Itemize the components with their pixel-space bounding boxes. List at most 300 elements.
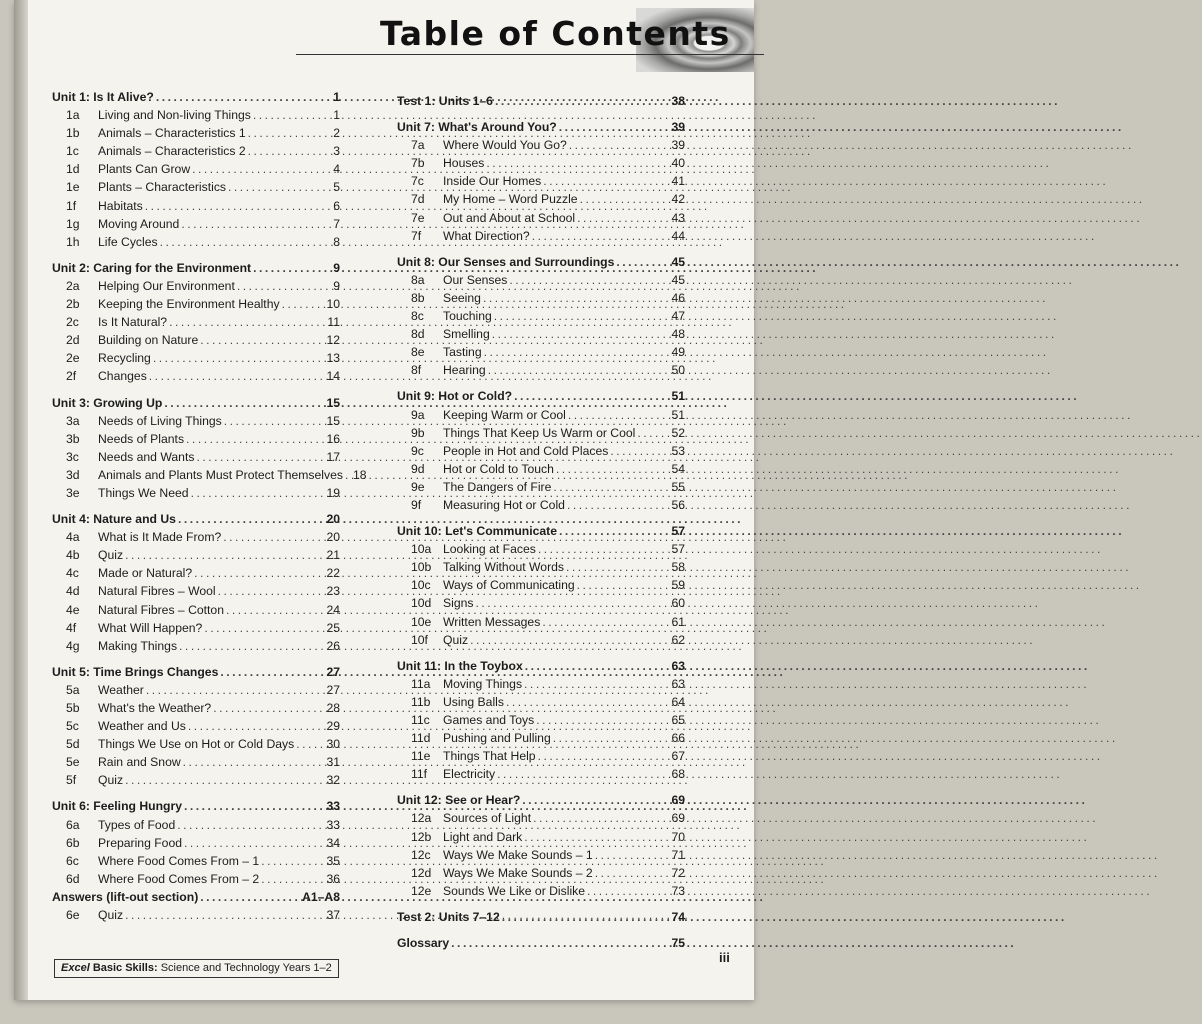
- toc-section-heading: [397, 657, 685, 675]
- dot-leader: [494, 307, 670, 325]
- toc-section-heading: [397, 387, 685, 405]
- toc-entry: [397, 172, 685, 190]
- dot-leader: [125, 546, 324, 564]
- toc-entry-number: 4e: [66, 602, 80, 617]
- toc-entry-label: Things We Need: [98, 485, 189, 500]
- toc-entry-number: 12a: [411, 811, 432, 826]
- toc-entry-label: Unit 3: Growing Up: [52, 395, 163, 410]
- dot-leader: [567, 496, 670, 514]
- toc-entry-number: 3b: [66, 431, 80, 446]
- toc-entry: [397, 271, 685, 289]
- toc-entry-label: Looking at Faces: [443, 542, 536, 557]
- toc-entry-label: Animals – Characteristics 2: [98, 144, 246, 159]
- toc-entry: [397, 361, 685, 379]
- toc-page-number: 28: [326, 701, 340, 715]
- dot-leader: [536, 711, 669, 729]
- toc-entry-label: Inside Our Homes: [443, 174, 542, 189]
- toc-page-number: 33: [326, 817, 340, 832]
- dot-leader: [220, 663, 324, 681]
- footer-series: Basic Skills:: [92, 962, 158, 974]
- toc-entry-label: Where Would You Go?: [443, 138, 567, 153]
- toc-page-number: 56: [671, 497, 685, 512]
- toc-page-number: 51: [671, 389, 685, 404]
- dot-leader: [495, 92, 669, 110]
- toc-page-number: 25: [326, 620, 340, 635]
- toc-entry-number: 10c: [411, 578, 431, 593]
- toc-entry: [397, 343, 685, 361]
- dot-leader: [577, 209, 669, 227]
- toc-page-number: 11: [327, 315, 340, 330]
- toc-entry: [52, 681, 340, 699]
- toc-page-number: 3: [333, 144, 340, 159]
- toc-section-heading: [397, 791, 685, 809]
- toc-entry-label: Things That Help: [443, 749, 536, 764]
- toc-entry: [397, 828, 685, 846]
- toc-page-number: 26: [326, 638, 340, 653]
- toc-entry-number: 4f: [66, 620, 77, 635]
- section-gap: [397, 649, 685, 657]
- dot-leader: [553, 478, 669, 496]
- toc-page-number: 68: [671, 767, 685, 782]
- toc-entry-label: Building on Nature: [98, 333, 199, 348]
- book-spine: [14, 0, 28, 1000]
- toc-entry: [397, 809, 685, 827]
- toc-entry: [397, 289, 685, 307]
- toc-entry-label: Unit 10: Let's Communicate: [397, 524, 558, 539]
- page-number: iii: [719, 950, 730, 965]
- dot-leader: [451, 934, 669, 952]
- toc-entry-number: 1f: [66, 198, 77, 213]
- dot-leader: [569, 136, 670, 154]
- toc-page-number: 42: [671, 192, 685, 207]
- dot-leader: [186, 430, 324, 448]
- toc-entry-number: 3c: [66, 449, 79, 464]
- toc-section-heading: [397, 934, 685, 952]
- toc-entry-number: 5f: [66, 773, 77, 788]
- toc-entry-label: Rain and Snow: [98, 755, 181, 770]
- toc-entry-number: 6e: [66, 908, 80, 923]
- toc-page-number: 41: [671, 174, 685, 189]
- dot-leader: [200, 888, 300, 906]
- toc-entry-number: 6a: [66, 817, 80, 832]
- toc-entry: [397, 154, 685, 172]
- toc-page-number: 17: [326, 449, 340, 464]
- dot-leader: [483, 289, 669, 307]
- dot-leader: [181, 215, 331, 233]
- toc-entry-number: 9e: [411, 479, 425, 494]
- toc-section-heading: [52, 510, 340, 528]
- toc-entry-number: 7c: [411, 174, 424, 189]
- toc-entry-number: 12d: [411, 865, 432, 880]
- toc-entry-number: 8e: [411, 345, 425, 360]
- dot-leader: [224, 412, 325, 430]
- dot-leader: [192, 160, 331, 178]
- toc-entry: [52, 466, 367, 484]
- toc-entry-number: 12b: [411, 829, 432, 844]
- toc-entry-number: 1e: [66, 180, 80, 195]
- toc-entry-number: 10e: [411, 614, 432, 629]
- section-gap: [397, 110, 685, 118]
- toc-entry: [52, 834, 340, 852]
- toc-entry-number: 11f: [411, 767, 428, 782]
- toc-page-number: 13: [326, 351, 340, 366]
- toc-entry-label: Hearing: [443, 363, 486, 378]
- dot-leader: [538, 540, 670, 558]
- toc-page-number: 12: [326, 333, 340, 348]
- toc-entry-number: 3d: [66, 467, 80, 482]
- toc-page-number: 74: [671, 909, 685, 924]
- toc-entry-number: 3e: [66, 485, 80, 500]
- toc-page-number: 23: [326, 584, 340, 599]
- toc-page-number: 27: [326, 682, 340, 697]
- section-gap: [52, 655, 340, 663]
- toc-entry-label: Unit 4: Nature and Us: [52, 512, 176, 527]
- toc-entry-label: What's the Weather?: [98, 701, 212, 715]
- toc-entry: [52, 546, 340, 564]
- toc-page-number: 39: [671, 120, 685, 135]
- toc-entry-number: 7d: [411, 192, 425, 207]
- toc-entry: [52, 870, 340, 888]
- toc-entry-label: Habitats: [98, 198, 143, 213]
- toc-entry-number: 11b: [411, 694, 431, 709]
- dot-leader: [587, 882, 669, 900]
- toc-entry-number: 12e: [411, 883, 432, 898]
- toc-page-number: 64: [671, 694, 685, 709]
- toc-page-number: 20: [326, 512, 340, 527]
- toc-entry-number: 4d: [66, 584, 80, 599]
- toc-page-number: 8: [333, 234, 340, 249]
- toc-entry: [52, 484, 340, 502]
- toc-entry: [52, 717, 340, 735]
- dot-leader: [153, 349, 325, 367]
- toc-entry: [397, 747, 685, 765]
- toc-entry-number: 2e: [66, 351, 80, 366]
- dot-leader: [183, 753, 325, 771]
- toc-entry: [52, 215, 340, 233]
- toc-section-heading: [52, 259, 340, 277]
- toc-entry: [52, 367, 340, 385]
- toc-entry-number: 5e: [66, 755, 80, 770]
- toc-entry-label: Unit 2: Caring for the Environment: [52, 260, 252, 275]
- dot-leader: [169, 313, 325, 331]
- toc-entry-label: Moving Around: [98, 216, 180, 231]
- toc-section-heading: [52, 394, 340, 412]
- toc-entry: [52, 753, 340, 771]
- toc-entry-label: Types of Food: [98, 817, 176, 832]
- footer-brand: Excel: [61, 962, 90, 974]
- dot-leader: [177, 816, 324, 834]
- dot-leader: [580, 190, 670, 208]
- toc-entry-label: Unit 11: In the Toybox: [397, 658, 523, 673]
- toc-entry-label: Animals and Plants Must Protect Themselves: [98, 467, 343, 482]
- dot-leader: [125, 906, 324, 924]
- toc-section-heading: [52, 663, 340, 681]
- dot-leader: [184, 797, 324, 815]
- dot-leader: [248, 124, 332, 142]
- toc-page-number: 40: [671, 156, 685, 171]
- dot-leader: [524, 828, 669, 846]
- toc-entry-number: 1g: [66, 216, 80, 231]
- toc-entry: [52, 277, 340, 295]
- dot-leader: [637, 424, 669, 442]
- toc-page-number: 30: [326, 737, 340, 752]
- toc-entry-label: Animals – Characteristics 1: [98, 126, 246, 141]
- toc-entry-label: Smelling: [443, 327, 490, 342]
- dot-leader: [184, 834, 324, 852]
- toc-page-number: 58: [671, 560, 685, 575]
- section-gap: [397, 783, 685, 791]
- toc-page-number: 4: [333, 162, 340, 177]
- toc-page-number: 10: [326, 297, 340, 312]
- toc-entry-label: What Will Happen?: [98, 620, 203, 635]
- toc-section-heading: [397, 118, 685, 136]
- toc-entry-label: Out and About at School: [443, 210, 576, 225]
- toc-entry: [397, 594, 685, 612]
- toc-page-number: 66: [671, 731, 685, 746]
- section-gap: [52, 502, 340, 510]
- toc-page-number: 70: [671, 829, 685, 844]
- toc-entry-label: Tasting: [443, 345, 482, 360]
- toc-page-number: 67: [671, 749, 685, 764]
- toc-page-number: 34: [326, 835, 340, 850]
- toc-page-number: 63: [671, 658, 685, 673]
- toc-entry-label: Recycling: [98, 351, 151, 366]
- section-gap: [397, 514, 685, 522]
- toc-entry-number: 6d: [66, 871, 80, 886]
- toc-page-number: 24: [326, 602, 340, 617]
- toc-page-number: 71: [671, 847, 685, 862]
- toc-entry-number: 2c: [66, 315, 79, 330]
- dot-leader: [514, 387, 669, 405]
- toc-entry: [52, 124, 340, 142]
- toc-page-number: 1: [333, 90, 340, 104]
- toc-entry: [397, 846, 685, 864]
- toc-entry: [397, 307, 685, 325]
- toc-page-number: 50: [671, 363, 685, 378]
- section-gap: [52, 386, 340, 394]
- toc-entry-label: Quiz: [443, 632, 469, 647]
- toc-entry: [52, 106, 340, 124]
- toc-entry: [397, 460, 685, 478]
- dot-leader: [616, 253, 669, 271]
- toc-entry: [397, 190, 685, 208]
- dot-leader: [484, 343, 670, 361]
- toc-entry-label: Natural Fibres – Wool: [98, 584, 216, 599]
- toc-entry-number: 5a: [66, 682, 80, 697]
- section-gap: [397, 245, 685, 253]
- dot-leader: [595, 846, 670, 864]
- toc-page-number: 45: [671, 254, 685, 269]
- toc-entry-number: 5b: [66, 701, 80, 715]
- toc-entry: [397, 631, 685, 649]
- toc-entry: [397, 209, 685, 227]
- toc-entry-number: 2b: [66, 297, 80, 312]
- dot-leader: [492, 325, 670, 343]
- toc-page-number: 48: [671, 327, 685, 342]
- toc-page-number: 46: [671, 290, 685, 305]
- toc-entry: [52, 735, 340, 753]
- toc-entry-label: Light and Dark: [443, 829, 523, 844]
- toc-entry-label: Houses: [443, 156, 485, 171]
- toc-entry-label: Glossary: [397, 936, 450, 951]
- toc-page-number: 9: [333, 278, 340, 293]
- toc-page-number: 49: [671, 345, 685, 360]
- toc-entry-label: The Dangers of Fire: [443, 479, 552, 494]
- toc-page-number: 22: [326, 566, 340, 581]
- toc-entry-label: Talking Without Words: [443, 560, 565, 575]
- toc-entry: [52, 197, 340, 215]
- toc-entry-label: Quiz: [98, 773, 124, 788]
- toc-page-number: 36: [326, 871, 340, 886]
- dot-leader: [509, 271, 669, 289]
- toc-entry: [52, 412, 340, 430]
- toc-page-number: 60: [671, 596, 685, 611]
- toc-page-number: 15: [326, 413, 340, 428]
- dot-leader: [486, 154, 669, 172]
- toc-entry: [52, 313, 340, 331]
- dot-leader: [559, 118, 670, 136]
- toc-page-number: 69: [671, 811, 685, 826]
- toc-entry: [397, 711, 685, 729]
- toc-page-number: 57: [671, 542, 685, 557]
- toc-entry: [52, 295, 340, 313]
- toc-entry-number: 1h: [66, 234, 80, 249]
- toc-page-number: 15: [326, 395, 340, 410]
- toc-entry-number: 11c: [411, 713, 430, 727]
- toc-entry: [397, 864, 685, 882]
- toc-entry-label: Games and Toys: [443, 713, 535, 727]
- toc-entry-number: 10d: [411, 596, 432, 611]
- dot-leader: [506, 693, 669, 711]
- dot-leader: [261, 870, 324, 888]
- toc-page-number: 19: [326, 485, 340, 500]
- section-gap: [52, 789, 340, 797]
- toc-entry-label: Unit 7: What's Around You?: [397, 120, 557, 135]
- dot-leader: [178, 510, 325, 528]
- dot-leader: [194, 564, 324, 582]
- dot-leader: [497, 765, 669, 783]
- toc-page-number: 62: [671, 632, 685, 647]
- toc-page-number: 7: [333, 216, 340, 231]
- toc-entry-number: 6c: [66, 853, 79, 868]
- toc-entry: [397, 576, 685, 594]
- dot-leader: [179, 637, 324, 655]
- toc-entry: [52, 233, 340, 251]
- toc-page-number: 43: [671, 210, 685, 225]
- dot-leader: [223, 528, 324, 546]
- toc-entry-label: Keeping Warm or Cool: [443, 407, 566, 422]
- toc-entry-label: Ways of Communicating: [443, 578, 575, 593]
- dot-leader: [248, 142, 332, 160]
- toc-page-number: 73: [671, 883, 685, 898]
- dot-leader: [149, 367, 325, 385]
- toc-page-number: 37: [326, 908, 340, 923]
- toc-page-number: 6: [333, 198, 340, 213]
- toc-entry: [52, 906, 340, 924]
- toc-entry-label: My Home – Word Puzzle: [443, 192, 578, 207]
- toc-entry-number: 8a: [411, 272, 425, 287]
- toc-section-heading: [397, 522, 685, 540]
- book-page: [14, 0, 754, 1000]
- toc-entry: [397, 613, 685, 631]
- dot-leader: [610, 442, 669, 460]
- dot-leader: [556, 460, 670, 478]
- toc-entry-label: Making Things: [98, 638, 178, 653]
- toc-section-heading: [397, 253, 685, 271]
- toc-entry: [397, 227, 685, 245]
- toc-page-number: 45: [671, 272, 685, 287]
- toc-entry-number: 4b: [66, 548, 80, 563]
- dot-leader: [164, 394, 324, 412]
- toc-entry-number: 10a: [411, 542, 432, 557]
- toc-entry-number: 8c: [411, 309, 424, 324]
- toc-entry-label: Life Cycles: [98, 234, 158, 249]
- toc-entry-label: Needs of Living Things: [98, 413, 222, 428]
- toc-entry-number: 12c: [411, 847, 431, 862]
- toc-entry-number: 11e: [411, 749, 431, 764]
- toc-page-number: 47: [671, 309, 685, 324]
- toc-entry: [52, 448, 340, 466]
- toc-entry-label: Unit 1: Is It Alive?: [52, 90, 154, 104]
- toc-page-number: 1: [333, 108, 340, 123]
- toc-entry: [52, 852, 340, 870]
- toc-entry-label: Test 2: Units 7–12: [397, 909, 500, 924]
- dot-leader: [213, 699, 324, 717]
- toc-entry-label: Unit 5: Time Brings Changes: [52, 664, 219, 679]
- toc-page-number: 32: [326, 773, 340, 788]
- toc-entry-label: Pushing and Pulling: [443, 731, 551, 746]
- toc-entry: [52, 430, 340, 448]
- title-rule: [296, 54, 764, 55]
- dot-leader: [533, 809, 669, 827]
- toc-entry-label: Where Food Comes From – 2: [98, 871, 260, 886]
- toc-entry-number: 7f: [411, 228, 422, 243]
- toc-entry-label: Plants – Characteristics: [98, 180, 227, 195]
- toc-entry-label: Things That Keep Us Warm or Cool: [443, 425, 636, 440]
- dot-leader: [502, 908, 670, 926]
- dot-leader: [218, 582, 325, 600]
- toc-entry-label: Electricity: [443, 767, 496, 782]
- toc-page-number: 5: [333, 180, 340, 195]
- toc-page-number: 57: [671, 524, 685, 539]
- dot-leader: [146, 681, 325, 699]
- toc-entry-number: 10f: [411, 632, 428, 647]
- toc-entry-label: Living and Non-living Things: [98, 108, 251, 123]
- toc-page-number: 53: [671, 443, 685, 458]
- toc-entry-label: Ways We Make Sounds – 1: [443, 847, 593, 862]
- toc-entry-label: Sources of Light: [443, 811, 532, 826]
- dot-leader: [568, 406, 670, 424]
- toc-entry-label: Unit 8: Our Senses and Surroundings: [397, 254, 615, 269]
- dot-leader: [228, 178, 331, 196]
- toc-entry: [52, 160, 340, 178]
- toc-entry-label: Where Food Comes From – 1: [98, 853, 260, 868]
- toc-page-number: 61: [671, 614, 685, 629]
- dot-leader: [538, 747, 670, 765]
- toc-entry-label: Signs: [443, 596, 474, 611]
- toc-entry: [397, 882, 685, 900]
- toc-entry-number: 10b: [411, 560, 432, 575]
- toc-entry: [52, 637, 340, 655]
- toc-page-number: 31: [326, 755, 340, 770]
- dot-leader: [253, 106, 331, 124]
- toc-page-number: 20: [326, 530, 340, 545]
- toc-page-number: 2: [333, 126, 340, 141]
- toc-entry: [52, 528, 340, 546]
- toc-entry: [397, 729, 685, 747]
- dot-leader: [532, 227, 670, 245]
- toc-entry-label: Ways We Make Sounds – 2: [443, 865, 593, 880]
